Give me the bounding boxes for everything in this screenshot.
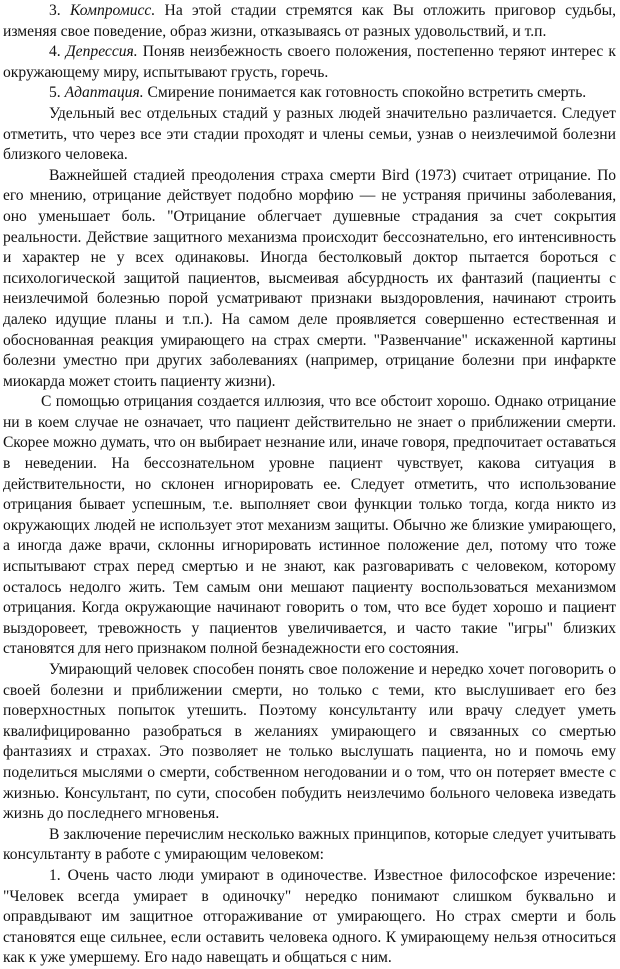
stage-term-adaptation: Адаптация. [64, 84, 144, 102]
list-number: 3. [49, 2, 71, 19]
paragraph-stage-depression [3, 42, 616, 83]
paragraph-text: На этой стадии стремятся как Вы отложить приговор судьбы, изменяя свое поведение, образ жизни, отказываясь от разных удовольствий, и т.п. [3, 2, 617, 40]
paragraph-text: Смирение понимается как готовность спокойно встретить смерть. [143, 84, 587, 102]
paragraph-stage-adaptation [3, 83, 616, 104]
paragraph-principle-1: 1. Очень часто люди умирают в одиночестве. Известное философское изречение: "Человек всегда умирает в одиночку" нередко понимают слишком буквально и оправдывают им защитное отгораживание от умирающего. Но страх смерти и боль становятся еще сильнее, если оставить человека одного. К умирающему нельзя относиться как к уже умершему. Его надо навещать и общаться с ним. [3, 866, 616, 967]
stage-term-compromise: Компромисс. [70, 2, 156, 19]
paragraph-text: Поняв неизбежность своего положения, постепенно теряют интерес к окружающему миру, испытывают грусть, горечь. [3, 43, 616, 81]
paragraph-denial-illusion: С помощью отрицания создается иллюзия, что все обстоит хорошо. Однако отрицание ни в коем случае не означает, что пациент действительно не знает о приближении смерти. Скорее можно думать, что он выбирает незнание или, иначе говоря, предпочитает оставаться в неведении. На бессознательном уровне пациент чувствует, какова ситуация в действительности, но склонен игнорировать ее. Следует отметить, что использование отрицания бывает успешным, т.е. выполняет свои функции только тогда, когда никто из окружающих людей не использует этот механизм защиты. Обычно же близкие умирающего, а иногда даже врачи, склонны игнорировать истинное положение дел, потому что тоже испытывают страх перед смертью и не знают, как разговаривать с человеком, которому осталось недолго жить. Тем самым они мешают пациенту воспользоваться механизмом отрицания. Когда окружающие начинают говорить о том, что все будет хорошо и пациент выздоровеет, тревожность у пациентов увеличивается, и часто такие "игры" близких становятся для него признаком полной безнадежности его состояния. [3, 393, 616, 658]
list-number: 5. [49, 84, 65, 102]
stage-term-depression: Депрессия. [65, 43, 138, 61]
list-number: 4. [49, 43, 66, 61]
paragraph-stages-variation: Удельный вес отдельных стадий у разных людей значительно различается. Следует отметить, что через все эти стадии проходят и члены семьи, узнав о неизлечимой болезни близкого человека. [3, 104, 616, 164]
paragraph-dying-person: Умирающий человек способен понять свое положение и нередко хочет поговорить о своей болезни и приближении смерти, но только с теми, кто выслушивает его без поверхностных попыток утешить. Поэтому консультанту или врачу следует уметь квалифицированно разобраться в желаниях умирающего и связанных со смертью фантазиях и страхах. Это позволяет не только выслушать пациента, но и помочь ему поделиться мыслями о смерти, собственном негодовании и о том, что он потеряет вместе с жизнью. Консультант, по сути, способен побудить неизлечимо больного человека изведать жизнь до последнего мгновенья. [3, 661, 616, 823]
paragraph-denial-stage: Важнейшей стадией преодоления страха смерти Bird (1973) считает отрицание. По его мнению, отрицание действует подобно морфию — не устраняя причины заболевания, оно уменьшает боль. "Отрицание облегчает душевные страдания за счет сокрытия реальности. Действие защитного механизма происходит бессознательно, его интенсивность и характер не у всех одинаковы. Иногда бестолковый доктор пытается бороться с психологической защитой пациентов, высмеивая абсурдность их фантазий (пациенты с неизлечимой болезнью порой усматривают признаки выздоровления, начинают строить далеко идущие планы и т.п.). На самом деле проявляется совершенно естественная и обоснованная реакция умирающего на страх смерти. "Развенчание" искаженной картины болезни уместно при других заболеваниях (например, отрицание болезни при инфаркте миокарда может стоить пациенту жизни). [3, 166, 616, 390]
paragraph-conclusion-intro: В заключение перечислим несколько важных принципов, которые следует учитывать консультанту в работе с умирающим человеком: [3, 825, 616, 864]
paragraph-stage-compromise [3, 1, 616, 42]
